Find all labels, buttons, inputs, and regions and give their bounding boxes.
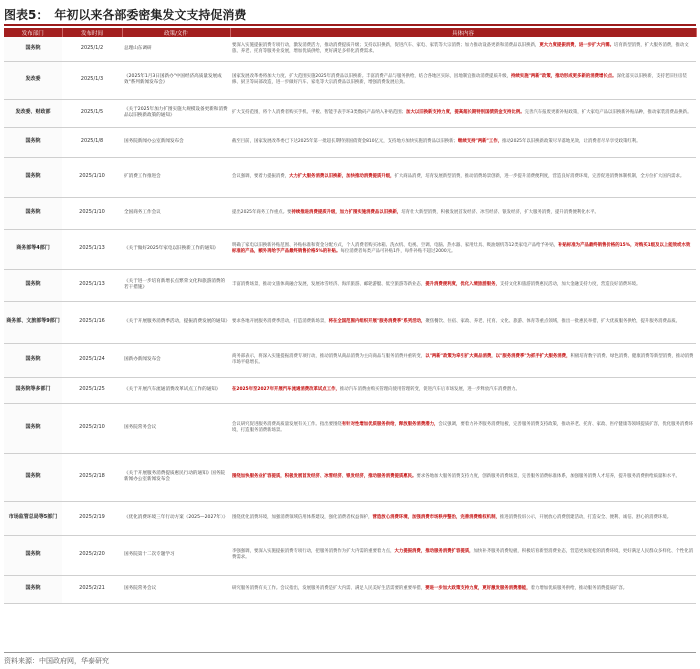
- row-content-part: 提出2025年商务工作重点。要: [232, 210, 292, 216]
- row-content-part: 推进消费投诉公示，开展放心消费创建活动，打造安全、便利、诚信、舒心的消费环境。: [499, 515, 672, 521]
- row-content: [230, 61, 696, 99]
- row-content-part: 支持文化和旅游消费惠民活动，加大金融支持力度，营造良好消费环境。: [499, 282, 641, 288]
- row-dept: 商务部、文旅部等9部门: [4, 301, 62, 343]
- row-date: 2025/1/10: [62, 157, 122, 197]
- table-row: [4, 99, 696, 127]
- row-dept: 国务院: [4, 269, 62, 301]
- row-dept: 国务院等多部门: [4, 377, 62, 403]
- row-file: 总理山东调研: [122, 37, 230, 61]
- row-content-highlight: 要进一步加大政策支持力度，更好激发服务消费潜能，: [425, 586, 531, 592]
- row-date: 2025/1/13: [62, 229, 122, 269]
- row-content-text: [232, 243, 694, 254]
- row-content-part: 推动2025年以旧换新政策尽早落地见效，让消费者尽早享受政策红利。: [502, 139, 641, 145]
- row-file: 国务院第十二次专题学习: [122, 535, 230, 575]
- policy-table: [4, 28, 697, 604]
- row-date: 2025/2/19: [62, 501, 122, 535]
- row-content-highlight: 继续支持"两新"工作，: [457, 139, 503, 145]
- row-content-text: [232, 586, 694, 592]
- row-content-part: 要深入实施提振消费专项行动，激发消费活力，推动消费提质升级；支持以旧换新，促进汽车、家电、家装等大宗消费；加力推动设备更新和消费品以旧换新，: [232, 43, 540, 49]
- table-row: [4, 61, 696, 99]
- row-content: [230, 403, 696, 453]
- row-date: 2025/1/25: [62, 377, 122, 403]
- row-date: 2025/1/24: [62, 343, 122, 377]
- row-dept: 国务院: [4, 157, 62, 197]
- row-file: 《优化消费环境三年行动方案（2025—2027年）》: [122, 501, 230, 535]
- table-row: [4, 301, 696, 343]
- row-content-text: [232, 43, 694, 54]
- row-content-highlight: 以"两新"政策为牵引扩大商品消费，以"服务消费季"为抓手扩大服务消费，: [425, 354, 571, 360]
- row-content-text: [232, 354, 694, 365]
- row-content-part: 着力增加优质服务供给，推动服务消费提质扩容。: [530, 586, 628, 592]
- row-content-part: 会议研究促进服务消费高质量发展有关工作。指出要围绕: [232, 422, 342, 428]
- row-date: 2025/1/16: [62, 301, 122, 343]
- row-content-text: [232, 282, 694, 288]
- row-dept: 国务院: [4, 535, 62, 575]
- row-content-highlight: 营造放心消费环境，加强消费市场秩序整治，完善消费维权机制，: [372, 515, 500, 521]
- row-content-text: [232, 139, 694, 145]
- row-date: 2025/1/8: [62, 127, 122, 157]
- header-content: 具体内容: [230, 28, 696, 37]
- table-row: [4, 343, 696, 377]
- row-date: 2025/1/2: [62, 37, 122, 61]
- row-dept: 发改委、财政部: [4, 99, 62, 127]
- row-content-highlight: 围绕加快服务业扩容提质，积极发展首发经济、冰雪经济、银发经济，推动服务消费提质惠民。: [232, 474, 417, 480]
- row-content-part: 积极培育数字消费、绿色消费、健康消费等新型消费，推动消费市场平稳增长。: [232, 354, 694, 365]
- row-content-part: 深化落实以旧换新，支持老旧住房装修、厨卫等局部改造，进一步做好汽车、家电等大宗消费品以旧换新，增强消费发展后劲。: [232, 74, 687, 85]
- row-content-part: 完善汽车报废更新补贴政策，扩大家电产品以旧换新补贴品种，推动家装消费品换新。: [524, 110, 692, 116]
- row-dept: 发改委: [4, 61, 62, 99]
- row-content-text: [232, 515, 694, 521]
- row-content-highlight: 更大力度提振消费，进一步扩大内需。: [539, 43, 615, 49]
- row-content-highlight: 有针对性增加优质服务供给，释放服务消费潜力，: [341, 422, 439, 428]
- source-note: 资料来源：中国政府网，华泰研究: [4, 657, 109, 665]
- row-content-highlight: 补贴标准为产品最终销售价格的15%，对购买1级及以上能效或水效标准的产品，额外再给予产品最终销售价格5%的补贴。: [232, 243, 691, 254]
- row-content: [230, 269, 696, 301]
- row-content-part: 加快补齐服务消费短板，积极培育新型消费业态，营造更加宽松的消费环境，更好满足人民群众多样化、个性化消费需求。: [232, 549, 694, 560]
- row-content-part: 要求各地加大服务消费支持力度，创新服务消费场景，完善服务消费标准体系，加强服务消费人才培养，提升服务消费供给质量和水平。: [416, 474, 680, 480]
- row-date: 2025/2/20: [62, 535, 122, 575]
- row-content-part: 明确了家电以旧换新补贴范围、补贴标准和资金分配方式，个人消费者购买冰箱、洗衣机、电视、空调、电脑、热水器、家用灶具、吸油烟机等12类家电产品给予补贴，: [232, 243, 559, 249]
- footer-divider: [4, 652, 696, 653]
- row-content: [230, 453, 696, 501]
- row-content-text: [232, 210, 694, 216]
- row-content: [230, 127, 696, 157]
- header-dept: 发布部门: [4, 28, 62, 37]
- row-date: 2025/1/10: [62, 197, 122, 229]
- row-content-text: [232, 174, 694, 180]
- row-content-highlight: 大力扩大服务消费以旧换新，加快推动消费提质升级，: [289, 174, 395, 180]
- row-content-part: 扩大支持范围，将个人消费者购买手机、平板、智能手表手环3类数码产品纳入补贴范围；: [232, 110, 407, 116]
- row-content: [230, 197, 696, 229]
- row-file: 《关于开展服务消费季活动，提振消费发展的通知》: [122, 301, 230, 343]
- row-dept: 市场监管总局等5部门: [4, 501, 62, 535]
- row-dept: 国务院: [4, 403, 62, 453]
- table-body: [4, 37, 696, 603]
- figure-title: [4, 6, 246, 22]
- row-content-part: 扩大商品消费，培育发展新型消费，推动消费场景创新，进一步提升消费便利度，营造良好消费环境，完善促进消费体制机制，全方位扩大国内需求。: [394, 174, 685, 180]
- row-dept: 国务院: [4, 343, 62, 377]
- row-date: 2025/2/10: [62, 403, 122, 453]
- row-content: [230, 501, 696, 535]
- row-content-part: 会议强调，要着力提振消费，: [232, 174, 290, 180]
- row-file: 国务院常务会议: [122, 403, 230, 453]
- row-date: 2025/1/3: [62, 61, 122, 99]
- table-row: [4, 403, 696, 453]
- row-content-highlight: 加大以旧换新支持力度，提高超长期特别国债资金支持比例。: [406, 110, 525, 116]
- row-file: 全国商务工作会议: [122, 197, 230, 229]
- row-content-part: 截至目前，国家发展改革委已下达2025年第一批超长期特别国债资金810亿元，支持地方加快实施消费品以旧换新；: [232, 139, 458, 145]
- row-content: [230, 37, 696, 61]
- row-content-part: 每位消费者每类产品可补贴1件，每件补贴不超过2000元。: [340, 249, 456, 254]
- row-content: [230, 229, 696, 269]
- row-content: [230, 99, 696, 127]
- row-file: 国务院常务会议: [122, 575, 230, 603]
- row-dept: 国务院: [4, 575, 62, 603]
- table-row: [4, 535, 696, 575]
- row-dept: 国务院: [4, 127, 62, 157]
- row-content-highlight: 在2025年至2027年开展汽车流通消费改革试点工作，: [232, 387, 340, 393]
- figure-label: 图表5：: [4, 7, 49, 22]
- row-content-part: 会议强调，要着力补齐服务消费短板，完善服务消费支持政策，推动养老、托育、家政、医疗健康等领域提质扩容，优化服务消费环境，打造服务消费新场景。: [232, 422, 694, 433]
- row-file: 《关于开展服务消费提质惠民行动的通知》国务院新闻办公室新闻发布会: [122, 453, 230, 501]
- row-content-part: 研究服务消费有关工作。会议指出，发展服务消费是扩大内需、满足人民美好生活需要的重要举措，: [232, 586, 426, 592]
- row-file: 《关于进一步培育新增长点繁荣文化和旅游消费的若干措施》: [122, 269, 230, 301]
- row-content: [230, 157, 696, 197]
- row-file: 国新办新闻发布会: [122, 343, 230, 377]
- row-file: 《关于做好2025年家电以旧换新工作的通知》: [122, 229, 230, 269]
- row-content-part: 培育壮大新型消费，积极发展首发经济、冰雪经济、银发经济，扩大服务消费，提升消费便利化水平。: [401, 210, 599, 216]
- table-row: [4, 269, 696, 301]
- row-content-text: [232, 319, 694, 325]
- table-row: [4, 197, 696, 229]
- row-content-text: [232, 110, 694, 116]
- row-date: 2025/2/21: [62, 575, 122, 603]
- row-date: 2025/1/13: [62, 269, 122, 301]
- row-content-part: 聚焦餐饮、住宿、家政、养老、托育、文化、旅游、体育等重点领域，推出一批惠民举措，扩大优质服务供给，提升服务消费品质。: [425, 319, 681, 325]
- row-content-text: [232, 387, 694, 393]
- table-row: [4, 157, 696, 197]
- row-content-highlight: 持续推进消费提质升级，加力扩围实施消费品以旧换新，: [291, 210, 402, 216]
- row-content-highlight: 持续实施"两新"政策，推动形成更多新的消费增长点。: [511, 74, 617, 80]
- table-row: [4, 575, 696, 603]
- row-date: 2025/2/18: [62, 453, 122, 501]
- row-content-part: 李强强调，要深入实施提振消费专项行动，把服务消费作为扩大内需的重要着力点，: [232, 549, 395, 555]
- row-content-part: 培育新型消费，扩大服务消费，推动文旅、养老、托育等服务业发展，增加优质供给，更好满足多样化消费需求。: [232, 43, 689, 54]
- row-content: [230, 343, 696, 377]
- header-date: 发布时间: [62, 28, 122, 37]
- table-row: [4, 501, 696, 535]
- row-content-part: 商务部表示，将深入实施提振消费专项行动，推动消费从商品消费为主向商品与服务消费并重转变，: [232, 354, 426, 360]
- row-dept: 国务院: [4, 197, 62, 229]
- row-dept: 商务部等4部门: [4, 229, 62, 269]
- row-content-highlight: 大力提振消费，推动服务消费扩容提质，: [394, 549, 474, 555]
- row-content-part: 推动汽车消费由购买管理向使用管理转变，促进汽车后市场发展，进一步释放汽车消费潜力。: [339, 387, 520, 393]
- row-content: [230, 575, 696, 603]
- figure-title-text: 年初以来各部委密集发文支持促消费: [54, 7, 247, 22]
- row-file: 《2025年1月3日国新办"中国经济高质量发展成效"系列新闻发布会》: [122, 61, 230, 99]
- row-content-part: 要求各地开展服务消费季活动，打造消费新场景，: [232, 319, 329, 325]
- row-file: 《关于2025年加力扩围实施大规模设备更新和消费品以旧换新政策的通知》: [122, 99, 230, 127]
- row-file: 《关于开展汽车流通消费改革试点工作的通知》: [122, 377, 230, 403]
- table-row: [4, 453, 696, 501]
- row-content-text: [232, 74, 694, 85]
- row-content: [230, 535, 696, 575]
- row-content: [230, 301, 696, 343]
- title-divider: [4, 24, 696, 26]
- row-content-part: 丰富消费场景，推动文旅体商融合发展，发展冰雪经济、海洋旅游、邮轮游艇、低空旅游等新业态，: [232, 282, 426, 288]
- row-file: 扩消费工作推进会: [122, 157, 230, 197]
- row-content-part: 国家发展改革委将加大力度、扩大范围实施2025年消费品以旧换新。丰富消费产品与服务供给，结合各地区实际，因地制宜推动消费提质升级，: [232, 74, 512, 80]
- row-content-part: 围绕优化消费环境，加强消费领域信用体系建设，强化消费者权益保护，: [232, 515, 373, 521]
- row-content: [230, 377, 696, 403]
- row-dept: 国务院: [4, 37, 62, 61]
- row-content-text: [232, 474, 694, 480]
- row-content-highlight: 将在全国范围内组织开展"服务消费季"系列活动，: [328, 319, 426, 325]
- row-content-text: [232, 422, 694, 433]
- row-date: 2025/1/5: [62, 99, 122, 127]
- table-row: [4, 37, 696, 61]
- row-content-highlight: 提升消费便利度，优化入境旅游服务，: [425, 282, 500, 288]
- header-file: 政策/文件: [122, 28, 230, 37]
- table-row: [4, 377, 696, 403]
- table-header-row: [4, 28, 696, 37]
- row-dept: 国务院: [4, 453, 62, 501]
- table-row: [4, 229, 696, 269]
- row-file: 国务院新闻办公室新闻发布会: [122, 127, 230, 157]
- row-content-text: [232, 549, 694, 560]
- table-row: [4, 127, 696, 157]
